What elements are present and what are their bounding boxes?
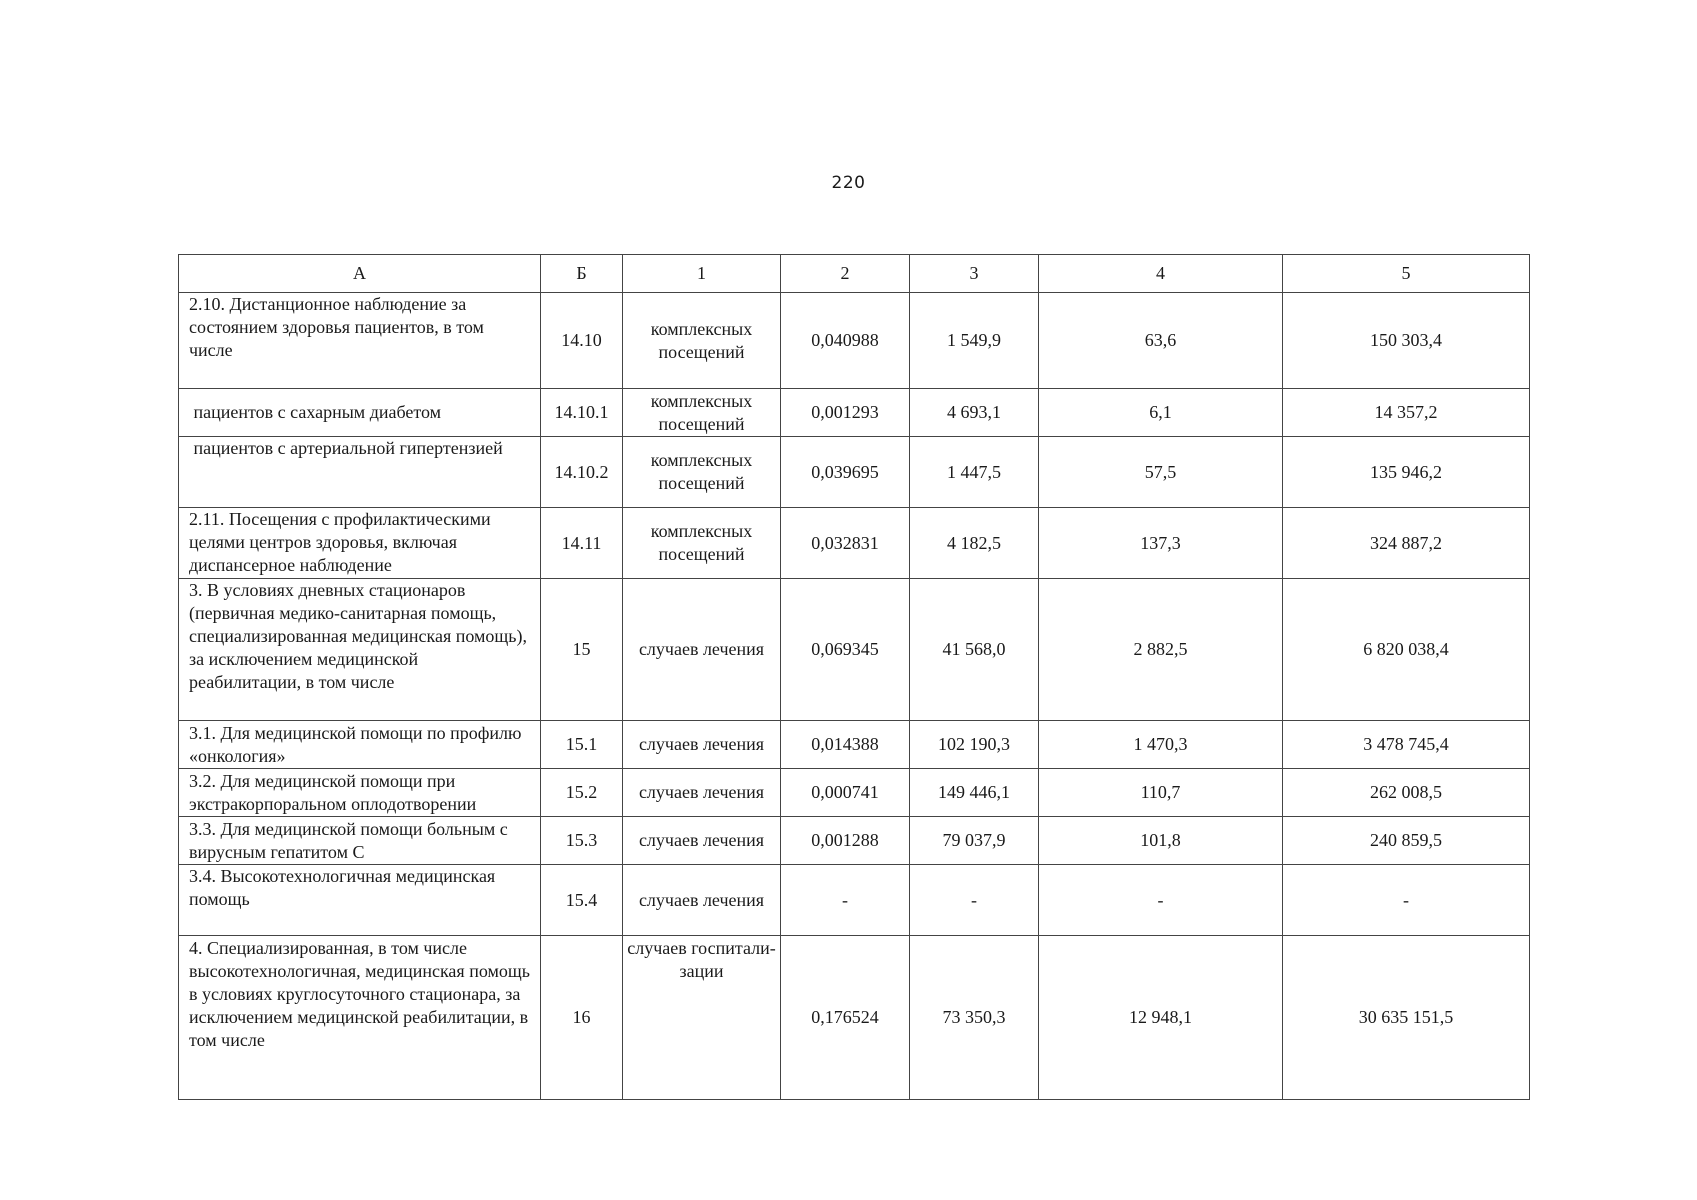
table-row — [179, 721, 1530, 769]
row-code-cell: 15.4 — [541, 865, 623, 936]
data-table — [178, 254, 1530, 1100]
table-row — [179, 437, 1530, 508]
row-unit-cell: случаев лечения — [623, 817, 781, 865]
row-value-2-cell: 0,039695 — [781, 437, 910, 508]
table-row — [179, 508, 1530, 579]
row-value-5-cell: 6 820 038,4 — [1283, 579, 1530, 721]
row-value-4-cell: 101,8 — [1039, 817, 1283, 865]
row-value-3-cell: 102 190,3 — [910, 721, 1039, 769]
row-value-3-cell: 4 693,1 — [910, 389, 1039, 437]
table-row — [179, 389, 1530, 437]
row-value-4-cell: 137,3 — [1039, 508, 1283, 579]
row-unit-cell: случаев лечения — [623, 579, 781, 721]
row-value-5-cell: 14 357,2 — [1283, 389, 1530, 437]
row-value-2-cell: 0,001288 — [781, 817, 910, 865]
row-name-cell: 3.2. Для медицинской помощи при экстракорпоральном оплодотворении — [179, 769, 541, 817]
row-unit-cell: случаев лечения — [623, 721, 781, 769]
row-value-4-cell: 63,6 — [1039, 293, 1283, 389]
row-unit-cell: комплексных посещений — [623, 437, 781, 508]
row-name-cell: 3.4. Высокотехнологичная медицинская помощь — [179, 865, 541, 936]
header-cell-a: А — [179, 255, 541, 293]
row-name-cell: 4. Специализированная, в том числе высокотехнологичная, медицинская помощь в условиях круглосуточного стационара, за исключением медицинской реабилитации, в том числе — [179, 936, 541, 1100]
row-code-cell: 14.10 — [541, 293, 623, 389]
row-unit-cell: случаев госпитали-зации — [623, 936, 781, 1100]
header-cell-4: 4 — [1039, 255, 1283, 293]
table-row — [179, 865, 1530, 936]
row-name-cell: 2.11. Посещения с профилактическими целями центров здоровья, включая диспансерное наблюдение — [179, 508, 541, 579]
row-value-4-cell: - — [1039, 865, 1283, 936]
row-value-4-cell: 6,1 — [1039, 389, 1283, 437]
table-row — [179, 769, 1530, 817]
row-unit-cell: случаев лечения — [623, 865, 781, 936]
row-unit-cell: комплексных посещений — [623, 293, 781, 389]
row-value-3-cell: 79 037,9 — [910, 817, 1039, 865]
row-name-cell: пациентов с артериальной гипертензией — [179, 437, 541, 508]
row-code-cell: 14.10.1 — [541, 389, 623, 437]
row-value-2-cell: 0,032831 — [781, 508, 910, 579]
row-value-2-cell: 0,176524 — [781, 936, 910, 1100]
row-code-cell: 15.1 — [541, 721, 623, 769]
row-value-2-cell: 0,040988 — [781, 293, 910, 389]
row-value-3-cell: - — [910, 865, 1039, 936]
row-value-4-cell: 110,7 — [1039, 769, 1283, 817]
row-name-cell: 3.3. Для медицинской помощи больным с вирусным гепатитом С — [179, 817, 541, 865]
row-value-5-cell: 262 008,5 — [1283, 769, 1530, 817]
row-code-cell: 16 — [541, 936, 623, 1100]
row-value-5-cell: - — [1283, 865, 1530, 936]
row-value-4-cell: 57,5 — [1039, 437, 1283, 508]
table-row — [179, 817, 1530, 865]
row-value-4-cell: 2 882,5 — [1039, 579, 1283, 721]
row-value-2-cell: 0,001293 — [781, 389, 910, 437]
row-value-3-cell: 149 446,1 — [910, 769, 1039, 817]
row-name-cell: 3. В условиях дневных стационаров (первичная медико-санитарная помощь, специализированная медицинская помощь), за исключением медицинской реабилитации, в том числе — [179, 579, 541, 721]
row-unit-cell: случаев лечения — [623, 769, 781, 817]
row-unit-cell: комплексных посещений — [623, 508, 781, 579]
row-unit-cell: комплексных посещений — [623, 389, 781, 437]
row-code-cell: 15.3 — [541, 817, 623, 865]
table-row — [179, 936, 1530, 1100]
header-row — [179, 255, 1530, 293]
row-code-cell: 15.2 — [541, 769, 623, 817]
table-row — [179, 293, 1530, 389]
header-cell-3: 3 — [910, 255, 1039, 293]
row-value-5-cell: 3 478 745,4 — [1283, 721, 1530, 769]
header-cell-b: Б — [541, 255, 623, 293]
page-number: 220 — [831, 173, 866, 193]
row-value-5-cell: 30 635 151,5 — [1283, 936, 1530, 1100]
row-value-5-cell: 135 946,2 — [1283, 437, 1530, 508]
row-value-4-cell: 12 948,1 — [1039, 936, 1283, 1100]
row-value-3-cell: 41 568,0 — [910, 579, 1039, 721]
row-value-2-cell: 0,000741 — [781, 769, 910, 817]
header-cell-1: 1 — [623, 255, 781, 293]
row-name-cell: 2.10. Дистанционное наблюдение за состоянием здоровья пациентов, в том числе — [179, 293, 541, 389]
row-name-cell: пациентов с сахарным диабетом — [179, 389, 541, 437]
row-value-3-cell: 1 447,5 — [910, 437, 1039, 508]
row-name-cell: 3.1. Для медицинской помощи по профилю «онкология» — [179, 721, 541, 769]
header-cell-2: 2 — [781, 255, 910, 293]
row-code-cell: 14.11 — [541, 508, 623, 579]
row-code-cell: 14.10.2 — [541, 437, 623, 508]
row-value-3-cell: 4 182,5 — [910, 508, 1039, 579]
row-value-2-cell: - — [781, 865, 910, 936]
row-value-5-cell: 150 303,4 — [1283, 293, 1530, 389]
row-code-cell: 15 — [541, 579, 623, 721]
row-value-3-cell: 1 549,9 — [910, 293, 1039, 389]
row-value-5-cell: 324 887,2 — [1283, 508, 1530, 579]
row-value-3-cell: 73 350,3 — [910, 936, 1039, 1100]
row-value-5-cell: 240 859,5 — [1283, 817, 1530, 865]
table-row — [179, 579, 1530, 721]
row-value-4-cell: 1 470,3 — [1039, 721, 1283, 769]
header-cell-5: 5 — [1283, 255, 1530, 293]
row-value-2-cell: 0,014388 — [781, 721, 910, 769]
row-value-2-cell: 0,069345 — [781, 579, 910, 721]
